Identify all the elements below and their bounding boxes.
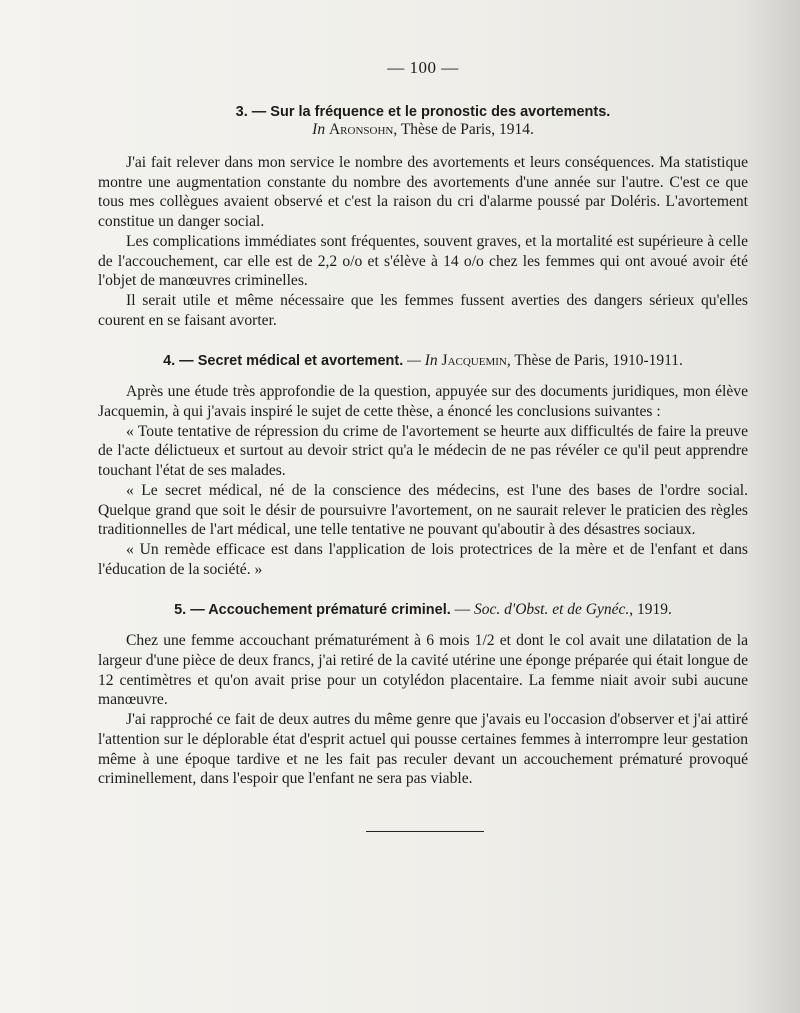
section-3-citation <box>98 121 748 139</box>
citation-prefix: In <box>312 121 326 138</box>
quote-paragraph: « Un remède efficace est dans l'application de lois protectrices de la mère et de l'enfant et dans l'éducation de la société. » <box>98 540 748 578</box>
paragraph: Il serait utile et même nécessaire que les femmes fussent averties des dangers sérieux qu'elles courent en se faisant avorter. <box>98 291 748 329</box>
section-3-heading: 3. — Sur la fréquence et le pronostic des avortements. <box>235 104 611 120</box>
paragraph: Chez une femme accouchant prématurément à 6 mois 1/2 et dont le col avait une dilatation de la largeur d'une pièce de deux francs, j'ai retiré de la cavité utérine une éponge préparée qui était longue de 12 centimètres et qu'on avait prise pour un cotylédon placentaire. La femme niait avoir subi aucune manœuvre. <box>98 632 748 709</box>
section-5-heading: 5. — Accouchement prématuré criminel. <box>174 602 451 619</box>
section-4-header <box>98 352 748 370</box>
citation-rest: , Thèse de Paris, 1910-1911. <box>506 352 683 370</box>
section-5-header <box>98 601 748 619</box>
page-number: — 100 — <box>387 58 459 77</box>
paragraph: J'ai rapproché ce fait de deux autres du même genre que j'avais eu l'occasion d'observer et j'ai attiré l'attention sur le déplorable état d'esprit actuel qui pousse certaines femmes à interrompre leur gestation même à une époque tardive et ne les fait pas reculer devant un accouchement prématuré provoqué criminellement, dans l'espoir que l'enfant ne sera pas viable. <box>98 711 748 788</box>
quote-paragraph: « Toute tentative de répression du crime de l'avortement se heurte aux difficultés de faire la preuve de l'acte délictueux et surtout au devoir strict qu'a le médecin de ne pas révéler ce qu'il peut apprendre touchant l'état de ses malades. <box>98 422 748 480</box>
citation-author: Jacquemin <box>441 352 507 370</box>
citation-author: Aronsohn <box>328 121 394 138</box>
section-5 <box>98 601 748 789</box>
citation-rest: , Thèse de Paris, 1914. <box>393 121 534 138</box>
section-4 <box>98 352 748 579</box>
closing-rule <box>366 831 484 832</box>
paragraph: Après une étude très approfondie de la question, appuyée sur des documents juridiques, mon élève Jacquemin, à qui j'avais inspiré le sujet de cette thèse, a énoncé les conclusions suivantes : <box>98 383 748 421</box>
quote-paragraph: « Le secret médical, né de la conscience des médecins, est l'une des bases de l'ordre social. Quelque grand que soit le désir de poursuivre l'avortement, on ne saurait relever le praticien des règles traditionnelles de l'art médical, une telle tentative ne pouvant qu'aboutir à des désastres sociaux. <box>98 481 748 539</box>
section-3 <box>98 104 748 330</box>
section-4-heading: 4. — Secret médical et avortement. <box>163 353 404 370</box>
paragraph: J'ai fait relever dans mon service le nombre des avortements et leurs conséquences. Ma statistique montre une augmentation constante du nombre des avortements d'une année sur l'autre. C'est ce que tous mes collègues avaient observé et c'est la raison du cri d'alarme poussé par Doléris. L'avortement constitue un danger social. <box>98 154 748 231</box>
citation-author: Soc. d'Obst. et de Gynéc. <box>474 601 630 619</box>
paragraph: Les complications immédiates sont fréquentes, souvent graves, et la mortalité est supérieure à celle de l'accouchement, car elle est de 2,2 o/o et s'élève à 14 o/o chez les femmes qui ont avoué avoir été l'objet de manœuvres criminelles. <box>98 232 748 290</box>
citation-prefix: — <box>454 601 471 619</box>
citation-rest: , 1919. <box>629 601 672 619</box>
citation-prefix: — In <box>407 352 438 370</box>
